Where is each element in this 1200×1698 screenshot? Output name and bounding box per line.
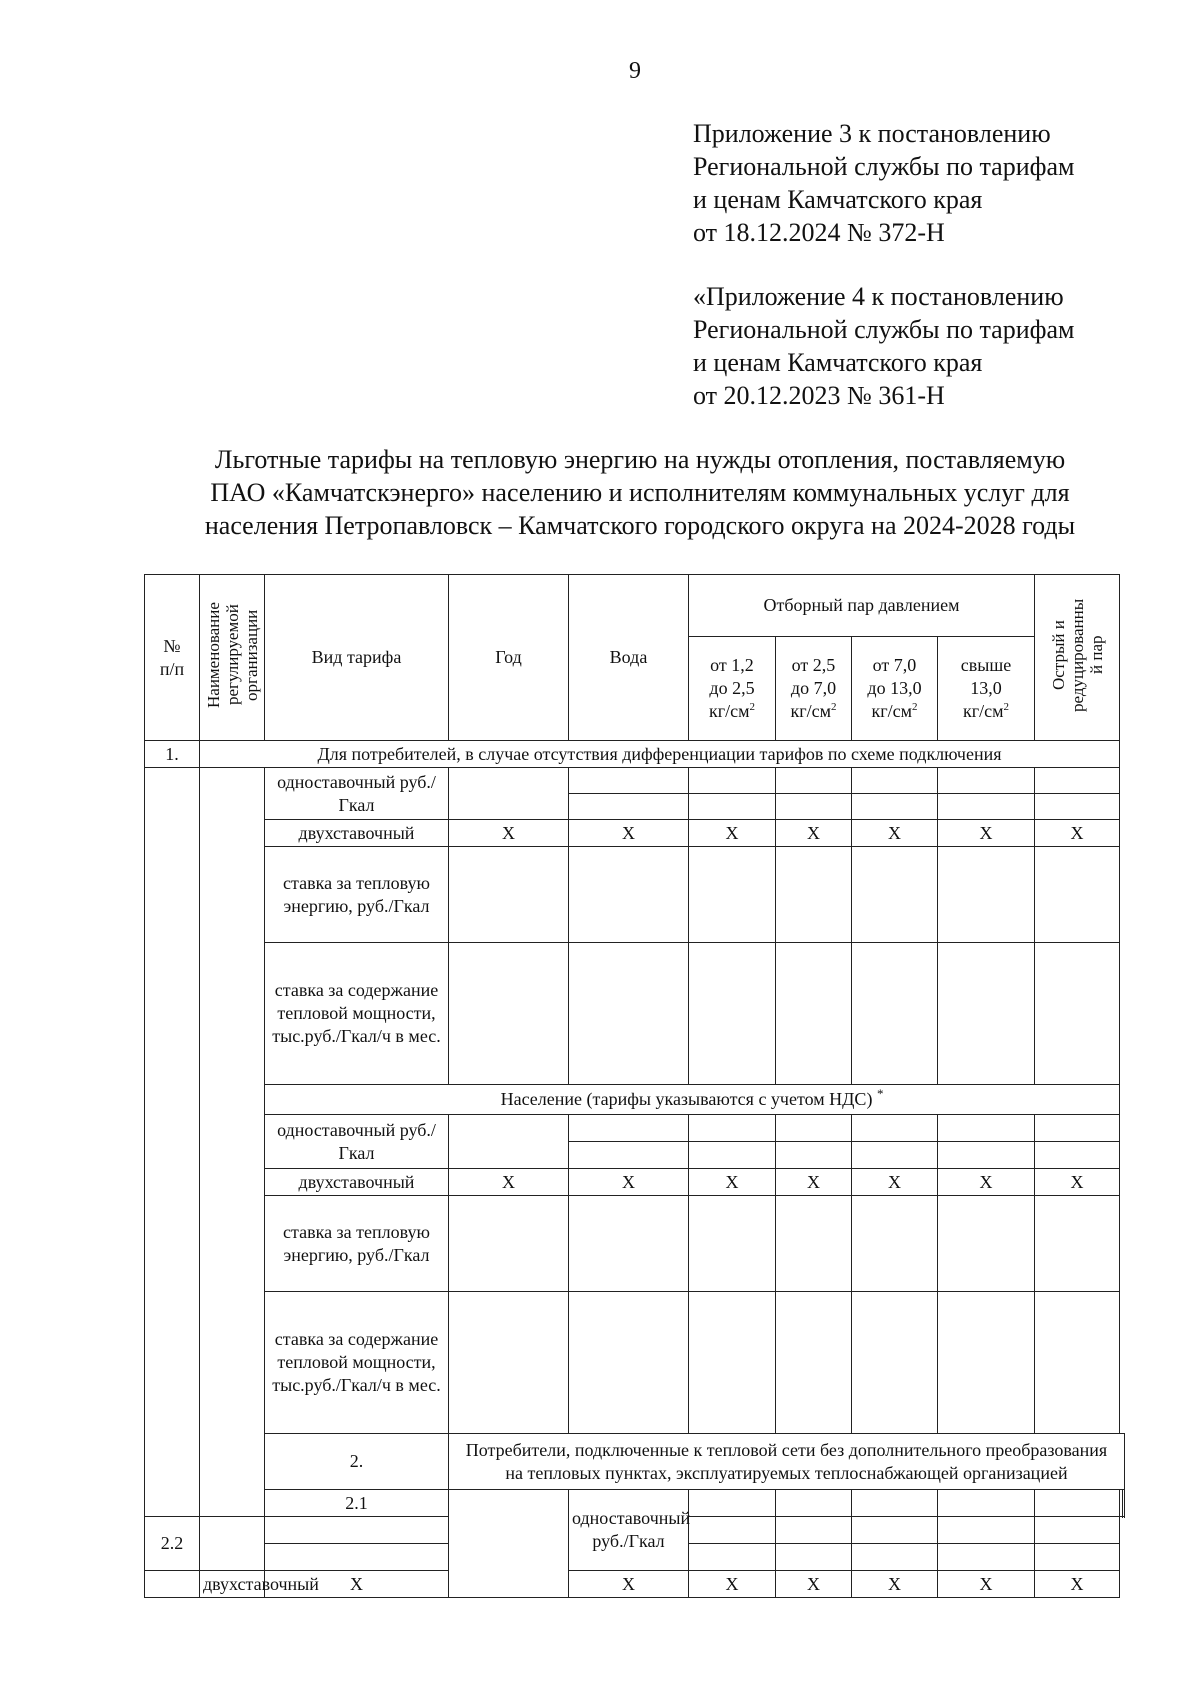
- x-mark: X: [569, 1571, 689, 1598]
- header-water: Вода: [569, 575, 689, 741]
- x-mark: X: [1035, 1571, 1120, 1598]
- year-cell: [449, 768, 569, 820]
- x-mark: X: [776, 1169, 852, 1196]
- appendix-line: от 18.12.2024 № 372-Н: [693, 218, 945, 247]
- appendix-line: и ценам Камчатского края: [693, 348, 983, 377]
- rate-capacity-label: ставка за содержание тепловой мощности, тыс.руб./Гкал/ч в мес.: [265, 1292, 449, 1434]
- section-1-number: 1.: [145, 741, 200, 768]
- x-mark: X: [265, 1571, 449, 1598]
- x-mark: X: [1035, 820, 1120, 847]
- x-mark: X: [852, 1571, 938, 1598]
- appendix-header-previous: [693, 280, 1074, 412]
- row-number-cell: [145, 1571, 200, 1598]
- row-number-2-1: 2.1: [265, 1490, 449, 1517]
- header-tariff-type: Вид тарифа: [265, 575, 449, 741]
- single-rate-label: одноставочный руб./Гкал: [265, 768, 449, 820]
- rate-energy-label: ставка за тепловую энергию, руб./Гкал: [265, 847, 449, 943]
- x-mark: X: [776, 1571, 852, 1598]
- x-mark: X: [449, 820, 569, 847]
- header-year: Год: [449, 575, 569, 741]
- title-line: Льготные тарифы на тепловую энергию на нужды отопления, поставляемую: [214, 445, 1066, 474]
- x-mark: X: [938, 820, 1035, 847]
- row-number-2-2: 2.2: [145, 1517, 200, 1571]
- single-rate-label: одноставочный руб./Гкал: [569, 1490, 689, 1571]
- header-pressure-2: от 2,5 до 7,0 $кг/см^2$: [776, 637, 852, 741]
- x-mark: X: [852, 1169, 938, 1196]
- x-mark: X: [689, 1571, 776, 1598]
- x-mark: X: [938, 1169, 1035, 1196]
- population-subtitle: Население (тарифы указываются с учетом НДС) *: [265, 1085, 1120, 1115]
- header-pressure-3: от 7,0 до 13,0 $кг/см^2$: [852, 637, 938, 741]
- rate-energy-label: ставка за тепловую энергию, руб./Гкал: [265, 1196, 449, 1292]
- two-rate-label: двухставочный: [200, 1571, 265, 1598]
- title-line: населения Петропавловск – Камчатского городского округа на 2024-2028 годы: [204, 511, 1076, 540]
- header-sharp-steam: Острый и редуцированны й пар: [1035, 575, 1120, 741]
- x-mark: X: [569, 1169, 689, 1196]
- x-mark: X: [449, 1169, 569, 1196]
- two-rate-label: двухставочный: [265, 820, 449, 847]
- appendix-line: «Приложение 4 к постановлению: [693, 282, 1064, 311]
- document-title: [140, 443, 1140, 542]
- x-mark: X: [689, 1169, 776, 1196]
- x-mark: X: [852, 820, 938, 847]
- appendix-line: Приложение 3 к постановлению: [693, 119, 1051, 148]
- x-mark: X: [1035, 1169, 1120, 1196]
- organization-cell: [200, 768, 265, 1517]
- tariff-table: [144, 574, 1125, 1598]
- year-cell: [689, 1490, 776, 1517]
- appendix-header-current: [693, 117, 1074, 249]
- year-cell: [449, 1115, 569, 1169]
- organization-cell: [449, 1490, 569, 1598]
- row-number-cell: [145, 768, 200, 1517]
- single-rate-label: одноставочный руб./Гкал: [265, 1115, 449, 1169]
- x-mark: X: [689, 820, 776, 847]
- title-line: ПАО «Камчатскэнерго» населению и исполнителям коммунальных услуг для: [210, 478, 1070, 507]
- header-steam-group: Отборный пар давлением: [689, 575, 1035, 637]
- appendix-line: и ценам Камчатского края: [693, 185, 983, 214]
- header-pressure-1: от 1,2 до 2,5 $кг/см^2$: [689, 637, 776, 741]
- section-2-title: Потребители, подключенные к тепловой сети без дополнительного преобразования на тепловых пунктах, эксплуатируемых теплоснабжающей организацией: [449, 1434, 1125, 1490]
- x-mark: X: [569, 820, 689, 847]
- appendix-line: Региональной службы по тарифам: [693, 152, 1075, 181]
- x-mark: X: [938, 1571, 1035, 1598]
- header-organization: Наименование регулируемой организации: [200, 575, 265, 741]
- appendix-line: Региональной службы по тарифам: [693, 315, 1075, 344]
- header-number: № п/п: [145, 575, 200, 741]
- section-2-number: 2.: [265, 1434, 449, 1490]
- section-1-title: Для потребителей, в случае отсутствия дифференциации тарифов по схеме подключения: [200, 741, 1120, 768]
- header-pressure-4: свыше 13,0 $кг/см^2$: [938, 637, 1035, 741]
- year-cell: [200, 1517, 265, 1571]
- rate-capacity-label: ставка за содержание тепловой мощности, тыс.руб./Гкал/ч в мес.: [265, 943, 449, 1085]
- two-rate-label: двухставочный: [265, 1169, 449, 1196]
- x-mark: X: [776, 820, 852, 847]
- page-number: 9: [629, 58, 641, 84]
- appendix-line: от 20.12.2023 № 361-Н: [693, 381, 945, 410]
